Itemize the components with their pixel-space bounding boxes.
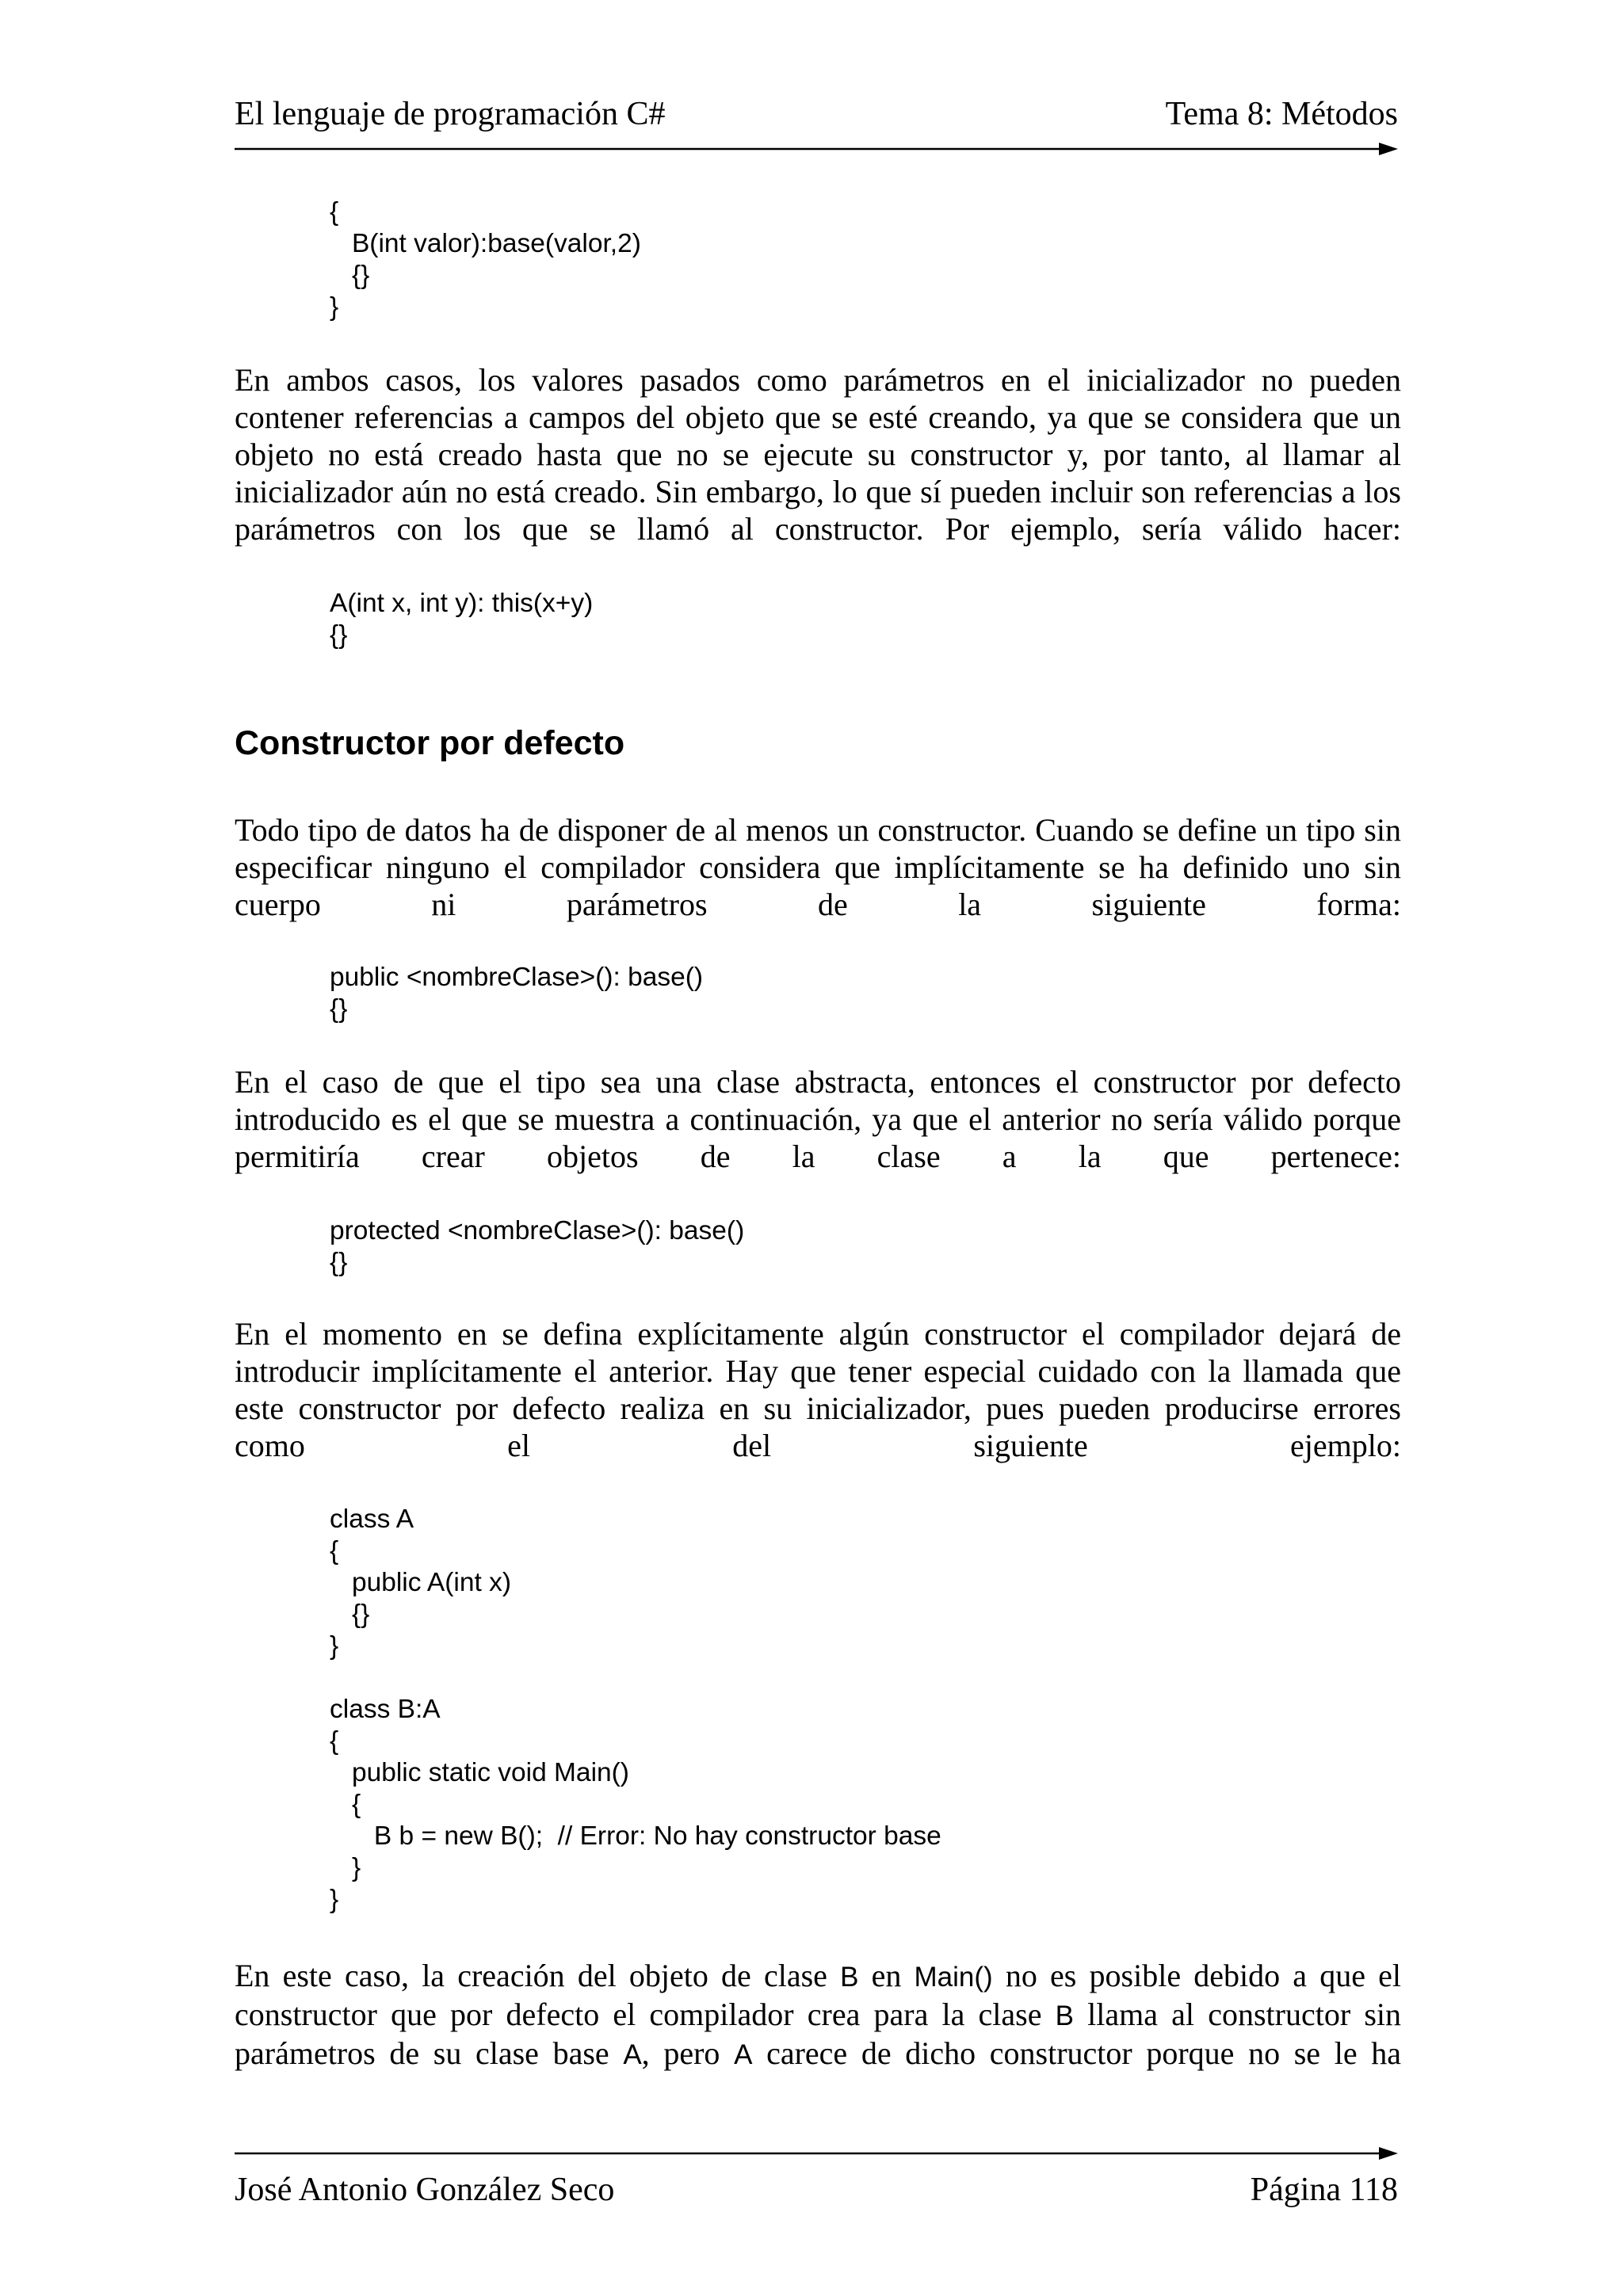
header-chapter-title: Tema 8: Métodos	[1165, 96, 1398, 132]
code-block-base-initializer: { B(int valor):base(valor,2) {} }	[330, 197, 641, 322]
section-heading: Constructor por defecto	[235, 724, 625, 762]
paragraph-initializer-values: En ambos casos, los valores pasados como parámetros en el inicializador no pueden contener referencias a campos del objeto que se esté creando, ya que se considera que un objeto no está creado hasta que no se ejecute su constructor y, por tanto, al llamar al inicializador aún no está creado. Sin embargo, lo que sí pueden incluir son referencias a los parámetros con los que se llamó al constructor. Por ejemplo, sería válido hacer:	[235, 362, 1401, 547]
paragraph-error-explanation	[235, 1957, 1401, 2073]
paragraph-default-constructor: Todo tipo de datos ha de disponer de al menos un constructor. Cuando se define un tipo sin especificar ninguno el compilador considera que implícitamente se ha definido uno sin cuerpo ni parámetros de la siguiente forma:	[235, 812, 1401, 922]
inline-code: A	[734, 2039, 753, 2070]
header-rule-arrow	[235, 139, 1398, 158]
text-run: , pero	[641, 2035, 735, 2071]
text-run: carece de dicho constructor porque no se le ha	[752, 2035, 1401, 2071]
code-block-public-default-constructor: public <nombreClase>(): base() {}	[330, 963, 704, 1024]
inline-code: B	[840, 1962, 859, 1993]
text-run: llama al constructor sin parámetros de su clase base	[235, 1997, 1402, 2071]
code-block-error-example: class A { public A(int x) {} } class B:A { public static void Main() { B b = new B(); // Error: No hay constructor base } }	[330, 1505, 941, 1914]
paragraph-explicit-constructor: En el momento en se defina explícitamente algún constructor el compilador dejará de introducir implícitamente el anterior. Hay que tener especial cuidado con la llamada que este constructor por defecto realiza en su inicializador, pues pueden producirse errores como el del siguiente ejemplo:	[235, 1316, 1401, 1463]
text-run: en	[858, 1958, 915, 1993]
text-run: no es posible debido a que el constructor que por defecto el compilador crea para la clase	[235, 1958, 1401, 2032]
inline-code: A	[623, 2039, 642, 2070]
footer-author: José Antonio González Seco	[235, 2172, 615, 2208]
footer-rule-arrow	[235, 2144, 1398, 2163]
paragraph-abstract-class: En el caso de que el tipo sea una clase abstracta, entonces el constructor por defecto introducido es el que se muestra a continuación, ya que el anterior no sería válido porque permitiría crear objetos de la clase a la que pertenece:	[235, 1064, 1401, 1174]
inline-code: Main()	[914, 1962, 993, 1993]
text-run: En este caso, la creación del objeto de clase	[235, 1958, 841, 1993]
code-block-protected-default-constructor: protected <nombreClase>(): base() {}	[330, 1216, 745, 1277]
code-block-this-initializer: A(int x, int y): this(x+y) {}	[330, 589, 594, 650]
header-book-title: El lenguaje de programación C#	[235, 96, 666, 132]
inline-code: B	[1055, 2000, 1074, 2031]
footer-page-number: Página 118	[1250, 2172, 1398, 2208]
